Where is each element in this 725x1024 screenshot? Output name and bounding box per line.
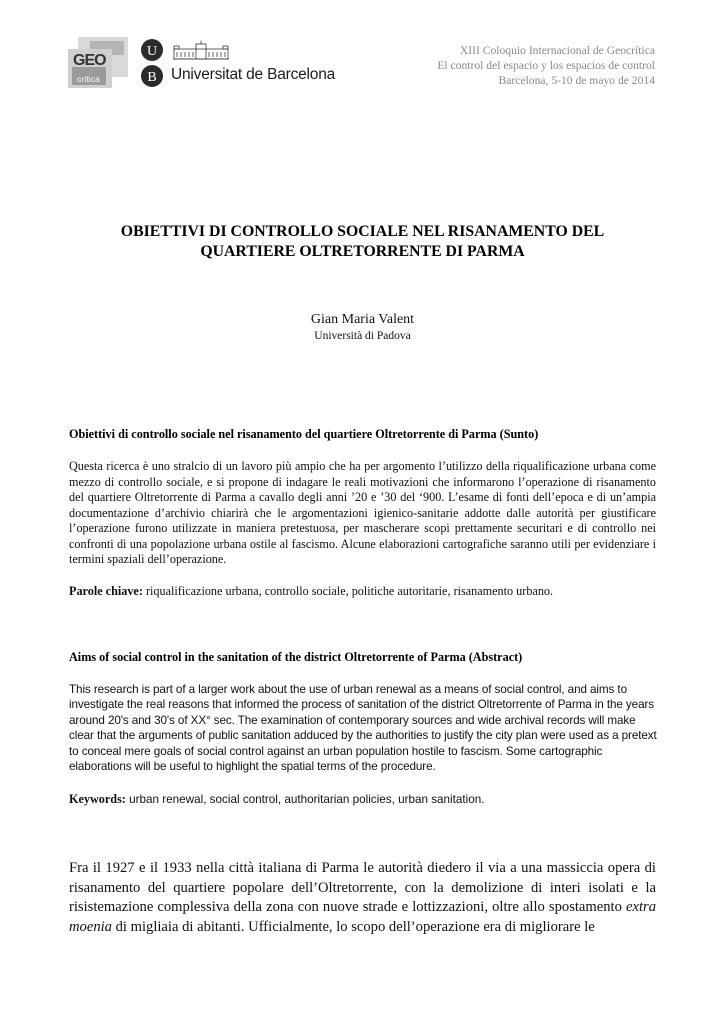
body-text-italic: extra moenia [69,899,656,935]
body-text-part2: di migliaia di abitanti. Ufficialmente, lo scopo dell’operazione era di migliorare le [111,918,595,935]
svg-text:crítica: crítica [77,74,100,84]
abstract-heading: Aims of social control in the sanitation of the district Oltretorrente of Parma (Abstract) [69,650,523,664]
sunto-keywords-label: Parole chiave: [69,584,143,598]
author-affiliation: Università di Padova [314,330,411,342]
author-name: Gian Maria Valent [310,312,415,327]
svg-text:B: B [147,70,157,85]
body-paragraph [69,859,656,937]
sunto-keywords [69,584,553,599]
university-building-icon [172,40,230,60]
conference-theme: El control del espacio y los espacios de control [437,59,655,72]
svg-text:GEO: GEO [73,52,106,69]
ub-logo-mark [140,38,166,90]
sunto-heading: Obiettivi di controllo sociale nel risanamento del quartiere Oltretorrente di Parma (Sunto) [69,427,539,441]
title-line-1: OBIETTIVI DI CONTROLLO SOCIALE NEL RISANAMENTO DEL [120,223,605,240]
abstract-keywords [69,792,485,807]
abstract-keywords-label: Keywords: [69,792,126,806]
sunto-text: Questa ricerca è uno stralcio di un lavoro più ampio che ha per argomento l’utilizzo della riqualificazione urbana come mezzo di controllo sociale, e si propone di indagare le reali motivazioni che informarono l’operazione di risanamento del quartiere Oltretorrente di Parma a cavallo degli anni ’20 e ’30 del ‘900. L’esame di fonti dell’epoca e di un’ampia documentazione d’archivio chiarirà che le argomentazioni igienico-sanitarie addotte dalle autorità per giustificare l’operazione furono utilizzate in maniera pretestuosa, per mascherare scopi prettamente securitari e di controllo nei confronti di una popolazione urbana ostile al fascismo. Alcune elaborazioni cartografiche saranno utili per evidenziare i termini spaziali dell’operazione. [69,459,656,566]
title-line-2: QUARTIERE OLTRETORRENTE DI PARMA [200,243,525,260]
abstract-keywords-list: urban renewal, social control, authoritarian policies, urban sanitation. [125,793,485,806]
body-text-part1: Fra il 1927 e il 1933 nella città italiana di Parma le autorità diedero il via a una massiccia opera di risanamento del quartiere popolare dell’Oltretorrente, con la demolizione di interi isolati e la risistemazione complessiva della zona con nuove strade e lottizzazioni, oltre allo spostamento [69,860,656,916]
abstract-text: This research is part of a larger work about the use of urban renewal as a means of social control, and aims to investigate the real reasons that informed the process of sanitation of the district Oltretorrente of Parma in the years around 20's and 30's of XX° sec. The examination of contemporary sources and wide archival records will make clear that the arguments of public sanitation adduced by the authorities to justify the city plan were used as a pretext to conceal mere goals of social control against an urban population hostile to fascism. Some cartographic elaborations will be useful to highlight the spatial terms of the procedure. [69,683,657,774]
conference-place-date: Barcelona, 5-10 de mayo de 2014 [498,74,655,87]
sunto-keywords-list: riqualificazione urbana, controllo sociale, politiche autoritarie, risanamento urbano. [142,584,554,598]
conference-title: XIII Coloquio Internacional de Geocrítica [459,44,655,57]
paper-title [0,222,725,262]
conference-info [437,43,655,88]
university-name: Universitat de Barcelona [171,66,336,83]
svg-text:U: U [146,44,158,59]
geocritica-logo [68,37,130,88]
